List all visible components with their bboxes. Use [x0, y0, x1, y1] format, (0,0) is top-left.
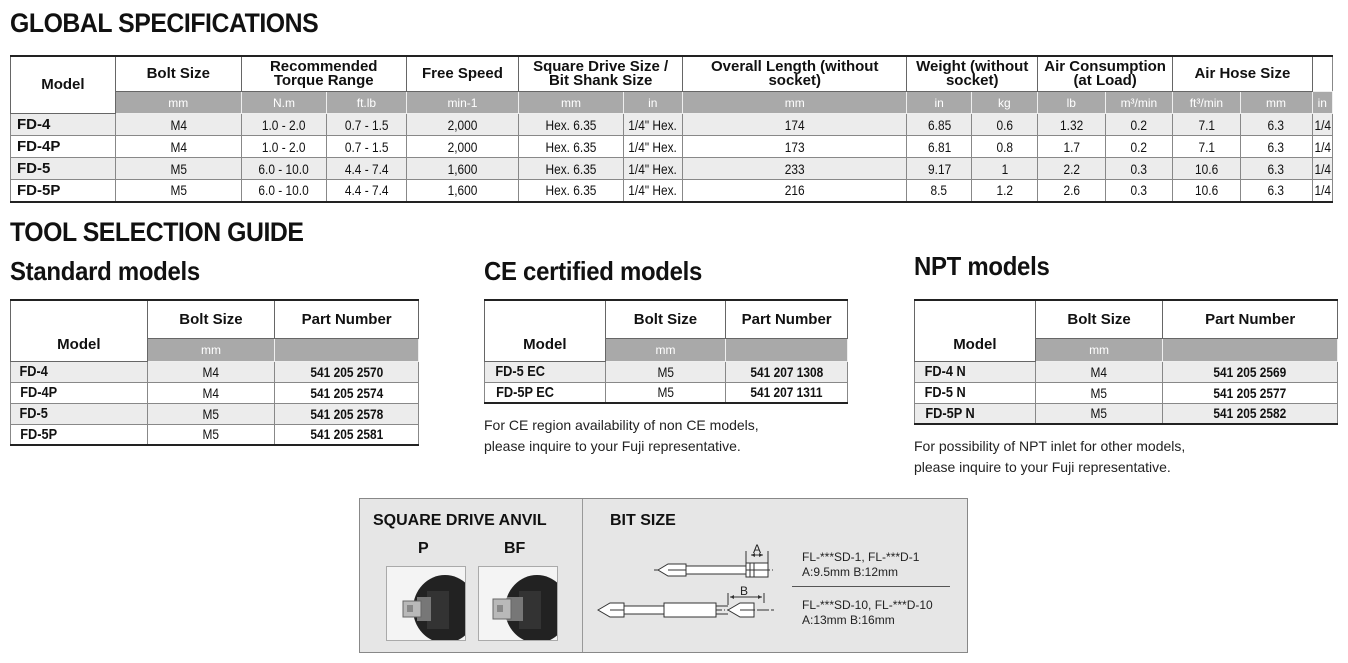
spec-cell-value: 1/4" Hex.	[628, 160, 678, 177]
col-model: Model	[11, 56, 116, 114]
npt-models-table	[914, 299, 1338, 425]
col-bolt-size: Bolt Size	[605, 300, 726, 338]
unit-cell	[726, 338, 848, 361]
spec-row	[11, 158, 1333, 180]
panel-divider	[582, 499, 583, 652]
spec-cell-value: 6.3	[1267, 160, 1285, 177]
part-value: 541 207 1308	[750, 363, 824, 380]
part-value: 541 205 2570	[310, 363, 384, 380]
col-weight: Weight (without socket)	[907, 56, 1038, 92]
bolt-value: M5	[1090, 405, 1108, 422]
spec-cell-value: 1,600	[447, 182, 478, 199]
bolt-cell	[605, 382, 726, 403]
spec-cell-value: 1/4" Hex.	[628, 182, 678, 199]
part-value: 541 205 2582	[1213, 405, 1287, 422]
spec-cell	[1240, 114, 1312, 136]
spec-cell	[623, 114, 682, 136]
model-cell: FD-5P	[11, 180, 116, 202]
spec-cell	[519, 180, 623, 202]
part-cell	[1163, 403, 1338, 424]
unit-cell: in	[623, 92, 682, 114]
spec-cell-value: 1.0 - 2.0	[262, 138, 306, 155]
spec-cell-value: 6.3	[1267, 138, 1285, 155]
part-value: 541 205 2574	[310, 384, 384, 401]
spec-cell-value: 8.5	[930, 182, 948, 199]
standard-models-title: Standard models	[10, 256, 200, 286]
part-value: 541 205 2569	[1213, 363, 1287, 380]
model-cell: FD-4P	[11, 136, 116, 158]
model-value: FD-4P	[20, 384, 58, 401]
anvil-p-image	[386, 566, 466, 641]
model-value: FD-4	[19, 363, 48, 380]
spec-cell	[327, 158, 406, 180]
bolt-value: M4	[202, 384, 220, 401]
spec-cell	[971, 158, 1037, 180]
spec-cell-value: 2.6	[1062, 182, 1080, 199]
unit-cell: mm	[147, 338, 275, 361]
model-value: FD-5P EC	[496, 383, 554, 401]
spec-cell-value: 2,000	[447, 116, 478, 133]
ce-note-line1: For CE region availability of non CE models,	[484, 417, 759, 433]
unit-cell: mm	[1240, 92, 1312, 114]
spec-cell-value: 1.0 - 2.0	[262, 116, 306, 133]
spec-cell-value: 1/4" Hex.	[628, 116, 678, 133]
spec-cell	[115, 158, 241, 180]
part-cell	[275, 424, 419, 445]
bit-size-title: BIT SIZE	[610, 512, 676, 529]
spec-cell-value: 4.4 - 7.4	[344, 182, 389, 199]
bolt-value: M5	[657, 384, 674, 401]
spec-cell-value: 2.2	[1062, 160, 1080, 177]
bolt-cell	[147, 424, 275, 445]
spec-cell-value: 4.4 - 7.4	[344, 160, 389, 177]
npt-note-line1: For possibility of NPT inlet for other models,	[914, 438, 1186, 454]
unit-cell: m³/min	[1105, 92, 1173, 114]
spec-cell-value: 1.7	[1062, 138, 1080, 155]
unit-cell	[275, 338, 419, 361]
anvil-bf-label: BF	[504, 540, 526, 557]
spec-cell	[971, 180, 1037, 202]
spec-cell	[682, 158, 906, 180]
unit-cell: lb	[1037, 92, 1105, 114]
spec-cell-value: 6.85	[927, 116, 951, 133]
spec-cell-value: 0.6	[996, 116, 1013, 133]
spec-cell	[1037, 114, 1105, 136]
spec-cell-value: 1.32	[1059, 116, 1083, 133]
spec-cell	[1312, 114, 1332, 136]
ce-note-line2: please inquire to your Fuji representative.	[484, 438, 741, 454]
spec-cell-value: 0.7 - 1.5	[344, 116, 389, 133]
spec-cell-value: 9.17	[927, 160, 951, 177]
spec-cell	[1240, 180, 1312, 202]
spec-cell-value: 173	[784, 138, 805, 155]
ce-note	[484, 415, 759, 457]
bit-dim-a-label: A	[753, 542, 762, 556]
spec-cell	[623, 158, 682, 180]
part-row	[11, 424, 419, 445]
part-value: 541 205 2581	[310, 426, 384, 443]
spec-cell-value: 1/4	[1313, 116, 1331, 133]
global-specs-table	[10, 55, 1333, 203]
model-value: FD-4 N	[924, 363, 966, 380]
spec-cell-value: 1/4	[1313, 160, 1331, 177]
spec-cell	[406, 114, 519, 136]
spec-cell-value: 1/4" Hex.	[628, 138, 678, 155]
spec-cell	[519, 114, 623, 136]
spec-cell-value: Hex. 6.35	[545, 116, 597, 133]
part-row	[485, 382, 848, 403]
npt-note-line2: please inquire to your Fuji representative.	[914, 459, 1171, 475]
bit-dim-b-label: B	[740, 584, 749, 598]
spec-cell	[907, 158, 971, 180]
spec-cell-value: 0.2	[1130, 138, 1148, 155]
col-bolt-size: Bolt Size	[115, 56, 241, 92]
spec-cell	[682, 136, 906, 158]
part-cell	[726, 361, 848, 382]
spec-cell	[241, 180, 326, 202]
spec-cell	[682, 114, 906, 136]
bit-spec-2-model: FL-***SD-10, FL-***D-10	[802, 598, 933, 612]
spec-cell	[1312, 136, 1332, 158]
unit-cell: mm	[519, 92, 623, 114]
spec-cell	[1105, 158, 1173, 180]
spec-cell	[1037, 136, 1105, 158]
part-row	[915, 403, 1338, 424]
spec-row	[11, 180, 1333, 202]
spec-cell-value: 10.6	[1194, 160, 1218, 177]
part-cell	[275, 361, 419, 382]
bolt-value: M4	[202, 363, 220, 380]
spec-cell	[1105, 114, 1173, 136]
spec-cell-value: 6.81	[927, 138, 951, 155]
standard-models-table	[10, 299, 419, 446]
model-value: FD-5 N	[924, 384, 966, 401]
unit-cell: kg	[971, 92, 1037, 114]
spec-cell	[115, 114, 241, 136]
spec-cell	[406, 136, 519, 158]
spec-cell	[327, 180, 406, 202]
spec-cell-value: 1/4	[1313, 138, 1331, 155]
spec-cell-value: Hex. 6.35	[545, 138, 597, 155]
col-bolt-size: Bolt Size	[1035, 300, 1163, 338]
unit-cell: in	[907, 92, 971, 114]
bit-spec-1-dims: A:9.5mm B:12mm	[802, 565, 899, 579]
global-specs-title: GLOBAL SPECIFICATIONS	[10, 8, 319, 38]
bolt-cell	[147, 361, 275, 382]
spec-cell-value: 1.2	[996, 182, 1013, 199]
spec-cell	[115, 136, 241, 158]
spec-cell-value: 10.6	[1194, 182, 1218, 199]
spec-cell-value: 7.1	[1198, 138, 1215, 155]
spec-cell-value: 174	[784, 116, 805, 133]
spec-cell-value: 233	[784, 160, 805, 177]
spec-cell	[1240, 158, 1312, 180]
spec-cell-value: 0.8	[996, 138, 1013, 155]
spec-cell	[241, 114, 326, 136]
col-model: Model	[11, 300, 148, 361]
spec-cell	[1105, 136, 1173, 158]
unit-cell: mm	[1035, 338, 1163, 361]
part-row	[485, 361, 848, 382]
spec-cell-value: 7.1	[1198, 116, 1215, 133]
npt-models-title: NPT models	[914, 251, 1050, 281]
unit-cell: ft³/min	[1173, 92, 1240, 114]
model-cell: FD-4	[11, 114, 116, 136]
spec-cell	[682, 180, 906, 202]
model-cell	[915, 382, 1036, 403]
spec-cell	[406, 180, 519, 202]
col-bolt-size: Bolt Size	[147, 300, 275, 338]
bit-spec-1-model: FL-***SD-1, FL-***D-1	[802, 550, 920, 564]
model-value: FD-5	[19, 405, 48, 422]
part-cell	[1163, 382, 1338, 403]
bolt-cell	[605, 361, 726, 382]
spec-cell	[519, 136, 623, 158]
bolt-value: M5	[202, 405, 220, 422]
bolt-cell	[147, 403, 275, 424]
spec-cell-value: 0.3	[1130, 160, 1148, 177]
col-part-number: Part Number	[275, 300, 419, 338]
spec-cell	[971, 136, 1037, 158]
bit-diagram	[594, 537, 794, 632]
col-air-hose: Air Hose Size	[1173, 56, 1312, 92]
spec-cell-value: 6.0 - 10.0	[258, 182, 310, 199]
spec-cell	[519, 158, 623, 180]
tool-guide-title: TOOL SELECTION GUIDE	[10, 217, 304, 247]
unit-cell: mm	[115, 92, 241, 114]
bolt-cell	[1035, 382, 1163, 403]
spec-cell-value: M4	[170, 138, 187, 155]
bit-spec-1	[802, 550, 919, 580]
square-drive-anvil-title: SQUARE DRIVE ANVIL	[373, 512, 547, 529]
unit-cell: mm	[605, 338, 726, 361]
spec-cell-value: Hex. 6.35	[545, 160, 597, 177]
unit-cell: min-1	[406, 92, 519, 114]
spec-cell	[907, 114, 971, 136]
model-cell	[485, 361, 606, 382]
spec-cell	[1173, 180, 1240, 202]
bolt-cell	[1035, 361, 1163, 382]
spec-cell-value: 0.7 - 1.5	[344, 138, 389, 155]
spec-row	[11, 114, 1333, 136]
model-cell: FD-5	[11, 158, 116, 180]
spec-cell	[241, 158, 326, 180]
col-drive-size: Square Drive Size / Bit Shank Size	[519, 56, 683, 92]
spec-cell-value: 6.3	[1267, 182, 1285, 199]
part-row	[915, 361, 1338, 382]
ce-models-title: CE certified models	[484, 256, 703, 286]
bolt-value: M5	[1090, 384, 1108, 401]
spec-cell-value: 2,000	[447, 138, 478, 155]
part-value: 541 207 1311	[750, 384, 823, 401]
npt-note	[914, 436, 1185, 478]
spec-cell-value: 1,600	[447, 160, 478, 177]
spec-cell	[115, 180, 241, 202]
spec-cell	[327, 114, 406, 136]
model-cell	[915, 403, 1036, 424]
spec-cell	[1037, 158, 1105, 180]
part-value: 541 205 2577	[1213, 384, 1287, 401]
bit-spec-2-dims: A:13mm B:16mm	[802, 613, 895, 627]
spec-cell	[406, 158, 519, 180]
spec-cell-value: 6.3	[1267, 116, 1285, 133]
unit-cell: ft.lb	[327, 92, 406, 114]
unit-cell: N.m	[241, 92, 326, 114]
spec-cell	[1312, 180, 1332, 202]
spec-cell	[1312, 158, 1332, 180]
bolt-value: M4	[1090, 363, 1108, 380]
spec-cell-value: M5	[170, 182, 187, 199]
spec-cell	[1037, 180, 1105, 202]
model-cell	[485, 382, 606, 403]
spec-cell-value: 1/4	[1313, 182, 1331, 199]
spec-cell-value: 1	[1001, 160, 1008, 177]
part-cell	[275, 382, 419, 403]
model-cell	[915, 361, 1036, 382]
spec-cell	[971, 114, 1037, 136]
bit-spec-divider	[792, 586, 950, 587]
anvil-p-label: P	[418, 540, 429, 557]
spec-cell-value: 216	[784, 182, 805, 199]
spec-cell	[623, 136, 682, 158]
spec-cell-value: M4	[170, 116, 187, 133]
col-air-consumption: Air Consumption (at Load)	[1037, 56, 1172, 92]
col-model: Model	[485, 300, 606, 361]
bolt-value: M5	[202, 426, 220, 443]
bolt-cell	[147, 382, 275, 403]
anvil-bf-image	[478, 566, 558, 641]
spec-cell-value: Hex. 6.35	[545, 182, 597, 199]
spec-cell	[1173, 114, 1240, 136]
spec-cell-value: 6.0 - 10.0	[258, 160, 310, 177]
bolt-cell	[1035, 403, 1163, 424]
unit-cell: in	[1312, 92, 1332, 114]
model-cell	[11, 361, 148, 382]
spec-cell	[907, 136, 971, 158]
part-row	[915, 382, 1338, 403]
unit-cell: mm	[682, 92, 906, 114]
model-cell	[11, 382, 148, 403]
spec-cell	[623, 180, 682, 202]
part-cell	[1163, 361, 1338, 382]
spec-cell	[1173, 136, 1240, 158]
col-part-number: Part Number	[726, 300, 848, 338]
spec-cell	[907, 180, 971, 202]
ce-models-table	[484, 299, 848, 404]
part-row	[11, 403, 419, 424]
model-value: FD-5P	[20, 425, 58, 443]
col-free-speed: Free Speed	[406, 56, 519, 92]
col-torque: Recommended Torque Range	[241, 56, 406, 92]
model-cell	[11, 424, 148, 445]
model-value: FD-5P N	[925, 404, 975, 422]
bolt-value: M5	[657, 363, 674, 380]
spec-cell	[1240, 136, 1312, 158]
col-model: Model	[915, 300, 1036, 361]
spec-cell-value: M5	[170, 160, 187, 177]
spec-cell	[327, 136, 406, 158]
unit-cell	[1163, 338, 1338, 361]
bit-spec-2	[802, 598, 933, 628]
model-cell	[11, 403, 148, 424]
spec-cell	[1173, 158, 1240, 180]
spec-cell-value: 0.3	[1130, 182, 1148, 199]
part-row	[11, 361, 419, 382]
part-cell	[726, 382, 848, 403]
col-part-number: Part Number	[1163, 300, 1338, 338]
part-row	[11, 382, 419, 403]
spec-row	[11, 136, 1333, 158]
part-cell	[275, 403, 419, 424]
part-value: 541 205 2578	[310, 405, 384, 422]
model-value: FD-5 EC	[495, 363, 545, 380]
spec-cell	[241, 136, 326, 158]
spec-cell-value: 0.2	[1130, 116, 1148, 133]
accessory-panel	[359, 498, 968, 653]
col-overall-length: Overall Length (without socket)	[682, 56, 906, 92]
spec-cell	[1105, 180, 1173, 202]
